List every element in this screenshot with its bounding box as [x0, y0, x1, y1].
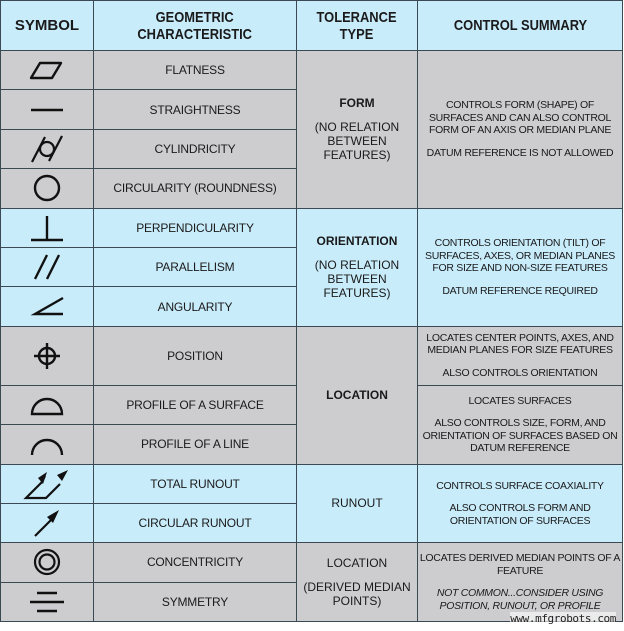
characteristic-cell: SYMMETRY	[94, 582, 297, 621]
table-row	[1, 51, 623, 90]
parallelism-icon	[1, 247, 94, 286]
tolerance-type-location: LOCATION	[297, 326, 418, 464]
characteristic-cell: ANGULARITY	[94, 287, 297, 326]
angularity-icon	[1, 287, 94, 326]
characteristic-cell: TOTAL RUNOUT	[94, 464, 297, 503]
summary-location-derived: LOCATES DERIVED MEDIAN POINTS OF A FEATURE NOT COMMON...CONSIDER USING POSITION, RUNOUT, OR PROFILE	[418, 543, 623, 622]
perpendicularity-icon	[1, 208, 94, 247]
summary-profile: LOCATES SURFACES ALSO CONTROLS SIZE, FORM, AND ORIENTATION OF SURFACES BASED ON DATUM REFERENCE	[418, 385, 623, 464]
summary-orientation: CONTROLS ORIENTATION (TILT) OF SURFACES, AXES, OR MEDIAN PLANES FOR SIZE AND NON-SIZE FEATURES DATUM REFERENCE REQUIRED	[418, 208, 623, 326]
straightness-icon	[1, 90, 94, 129]
table-row	[1, 464, 623, 503]
tolerance-type-runout: RUNOUT	[297, 464, 418, 543]
tolerance-type-orientation: ORIENTATION (NO RELATION BETWEEN FEATURES)	[297, 208, 418, 326]
header-characteristic: GEOMETRIC CHARACTERISTIC	[94, 1, 297, 51]
profile-line-icon	[1, 425, 94, 464]
summary-position: LOCATES CENTER POINTS, AXES, AND MEDIAN PLANES FOR SIZE FEATURES ALSO CONTROLS ORIENTATION	[418, 326, 623, 385]
total-runout-icon	[1, 464, 94, 503]
concentricity-icon	[1, 543, 94, 582]
characteristic-cell: PROFILE OF A LINE	[94, 425, 297, 464]
table-row	[1, 543, 623, 582]
characteristic-cell: POSITION	[94, 326, 297, 385]
characteristic-cell: PERPENDICULARITY	[94, 208, 297, 247]
watermark: www.mfgrobots.com	[510, 612, 616, 625]
summary-runout: CONTROLS SURFACE COAXIALITY ALSO CONTROLS FORM AND ORIENTATION OF SURFACES	[418, 464, 623, 543]
characteristic-cell: CYLINDRICITY	[94, 129, 297, 168]
table-row	[1, 208, 623, 247]
table-row	[1, 326, 623, 385]
header-control-summary: CONTROL SUMMARY	[418, 1, 623, 51]
characteristic-cell: STRAIGHTNESS	[94, 90, 297, 129]
header-symbol: SYMBOL	[1, 1, 94, 51]
characteristic-cell: CIRCULARITY (ROUNDNESS)	[94, 169, 297, 208]
circular-runout-icon	[1, 503, 94, 542]
cylindricity-icon	[1, 129, 94, 168]
tolerance-type-location-derived: LOCATION (DERIVED MEDIAN POINTS)	[297, 543, 418, 622]
characteristic-cell: CONCENTRICITY	[94, 543, 297, 582]
characteristic-cell: CIRCULAR RUNOUT	[94, 503, 297, 542]
position-icon	[1, 326, 94, 385]
symmetry-icon	[1, 582, 94, 621]
summary-form: CONTROLS FORM (SHAPE) OF SURFACES AND CAN ALSO CONTROL FORM OF AN AXIS OR MEDIAN PLANE DATUM REFERENCE IS NOT ALLOWED	[418, 51, 623, 209]
tolerance-type-form: FORM (NO RELATION BETWEEN FEATURES)	[297, 51, 418, 209]
profile-surface-icon	[1, 385, 94, 424]
characteristic-cell: FLATNESS	[94, 51, 297, 90]
circularity-icon	[1, 169, 94, 208]
flatness-icon	[1, 51, 94, 90]
header-row	[1, 1, 623, 51]
characteristic-cell: PROFILE OF A SURFACE	[94, 385, 297, 424]
header-tolerance-type: TOLERANCE TYPE	[297, 1, 418, 51]
characteristic-cell: PARALLELISM	[94, 247, 297, 286]
